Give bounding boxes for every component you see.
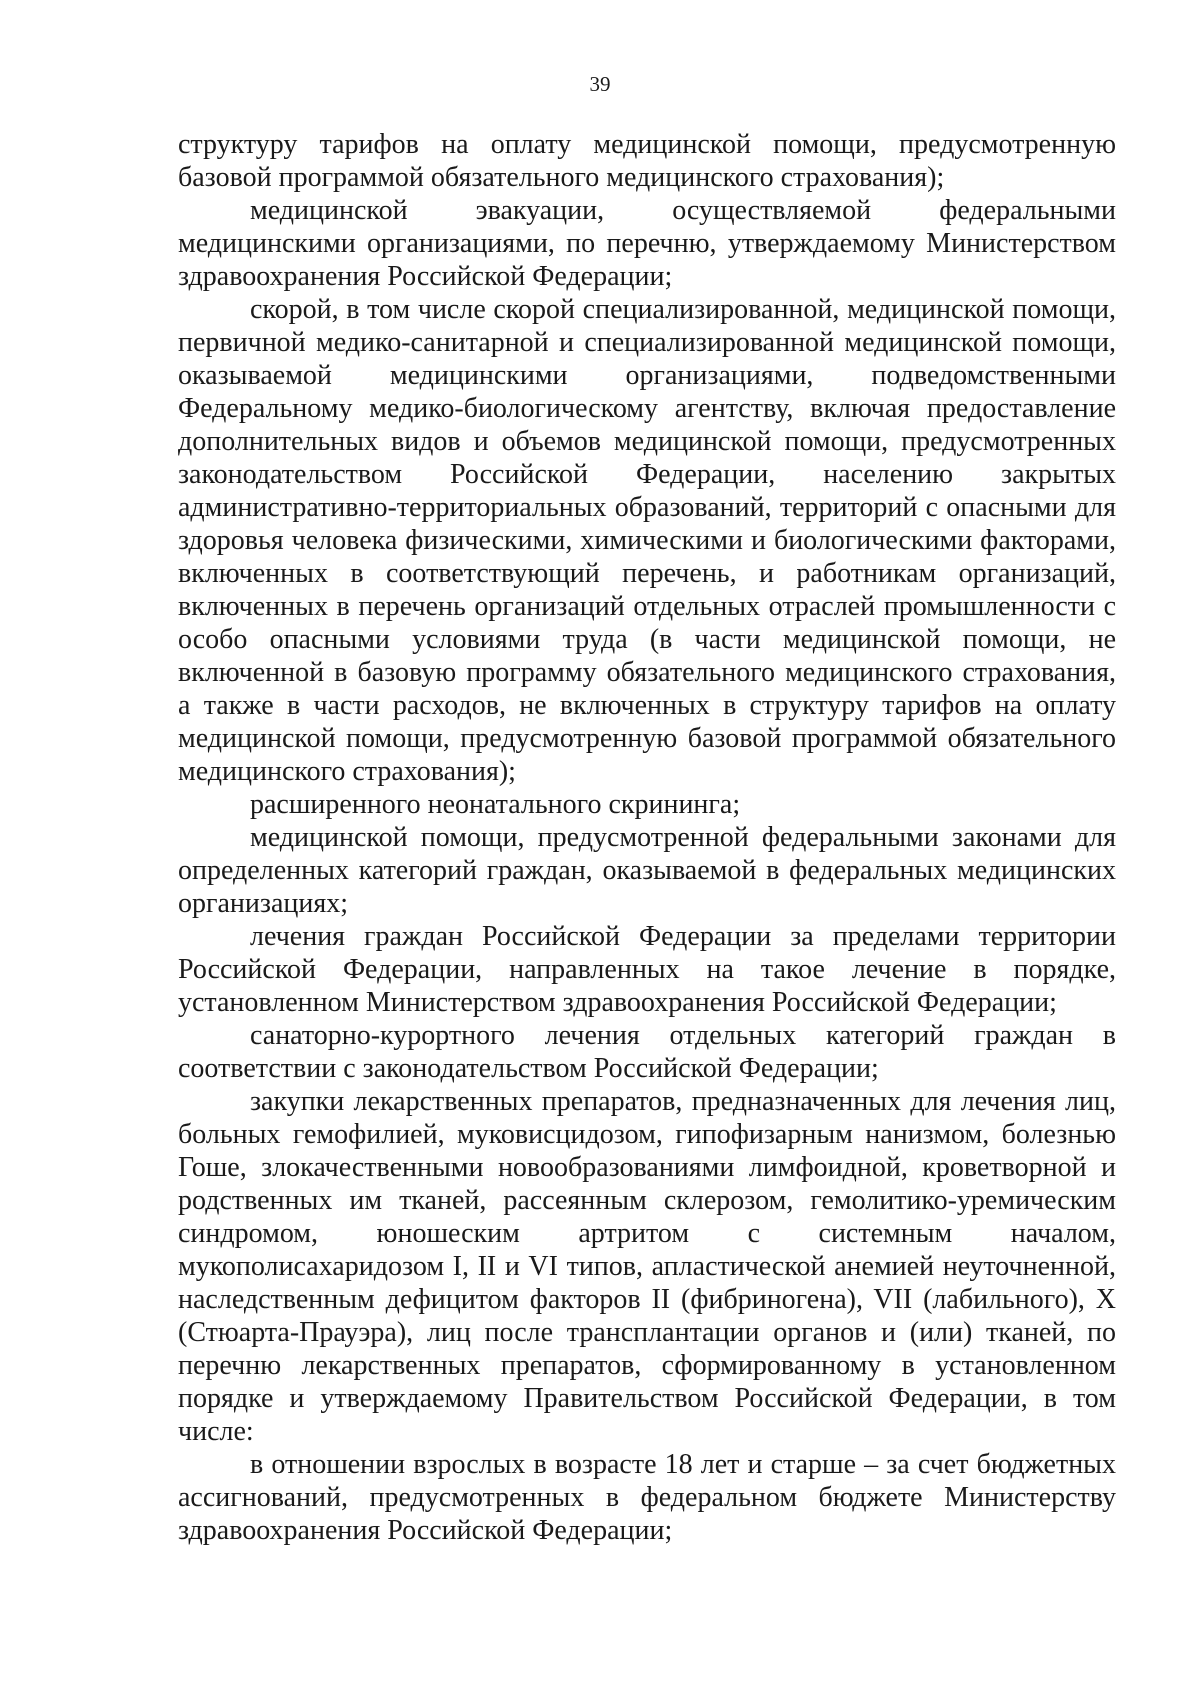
- paragraph-medical-evacuation: медицинской эвакуации, осуществляемой федеральными медицинскими организациями, по перечню, утверждаемому Министерством здравоохранения Российской Федерации;: [178, 195, 1116, 292]
- paragraph-emergency-care: скорой, в том числе скорой специализированной, медицинской помощи, первичной медико-санитарной и специализированной медицинской помощи, оказываемой медицинскими организациями, подведомственными Федеральному медико-биологическому агентству, включая предоставление дополнительных видов и объемов медицинской помощи, предусмотренных законодательством Российской Федерации, населению закрытых административно-территориальных образований, территорий с опасными для здоровья человека физическими, химическими и биологическими факторами, включенных в соответствующий перечень, и работникам организаций, включенных в перечень организаций отдельных отраслей промышленности с особо опасными условиями труда (в части медицинской помощи, не включенной в базовую программу обязательного медицинского страхования, а также в части расходов, не включенных в структуру тарифов на оплату медицинской помощи, предусмотренную базовой программой обязательного медицинского страхования);: [178, 294, 1116, 787]
- paragraph-sanatorium-treatment: санаторно-курортного лечения отдельных категорий граждан в соответствии с законодательством Российской Федерации;: [178, 1020, 1116, 1084]
- document-body: [178, 128, 1116, 1547]
- page-number: 39: [589, 72, 611, 96]
- paragraph-neonatal-screening: расширенного неонатального скрининга;: [250, 789, 741, 820]
- paragraph-treatment-abroad: лечения граждан Российской Федерации за пределами территории Российской Федерации, направленных на такое лечение в порядке, установленном Министерством здравоохранения Российской Федерации;: [178, 921, 1116, 1018]
- paragraph-drug-procurement: закупки лекарственных препаратов, предназначенных для лечения лиц, больных гемофилией, муковисцидозом, гипофизарным нанизмом, болезнью Гоше, злокачественными новообразованиями лимфоидной, кроветворной и родственных им тканей, рассеянным склерозом, гемолитико-уремическим синдромом, юношеским артритом с системным началом, мукополисахаридозом I, II и VI типов, апластической анемией неуточненной, наследственным дефицитом факторов II (фибриногена), VII (лабильного), X (Стюарта-Прауэра), лиц после трансплантации органов и (или) тканей, по перечню лекарственных препаратов, сформированному в установленном порядке и утверждаемому Правительством Российской Федерации, в том числе:: [178, 1086, 1116, 1447]
- paragraph-federal-law-care: медицинской помощи, предусмотренной федеральными законами для определенных категорий граждан, оказываемой в федеральных медицинских организациях;: [178, 822, 1116, 919]
- paragraph-tariff-structure: структуру тарифов на оплату медицинской помощи, предусмотренную базовой программой обязательного медицинского страхования);: [178, 129, 1116, 193]
- paragraph-adults-funding: в отношении взрослых в возрасте 18 лет и старше – за счет бюджетных ассигнований, предусмотренных в федеральном бюджете Министерству здравоохранения Российской Федерации;: [178, 1449, 1116, 1546]
